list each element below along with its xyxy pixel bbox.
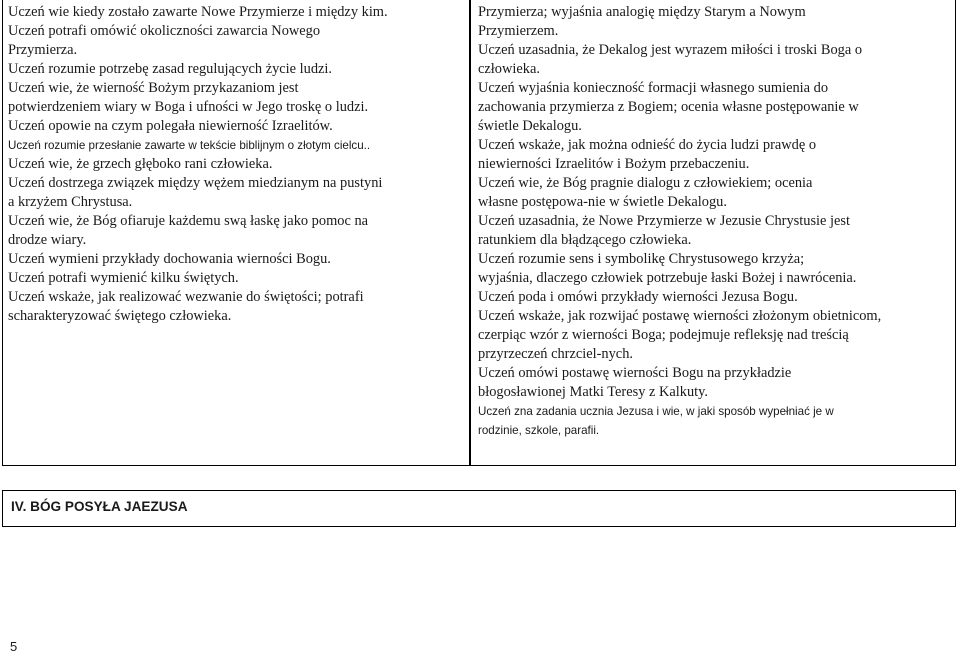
text-line: Uczeń dostrzega związek między wężem miedzianym na pustyni bbox=[8, 175, 383, 191]
text-line: Uczeń poda i omówi przykłady wierności Jezusa Bogu. bbox=[478, 289, 798, 305]
page-number: 5 bbox=[10, 639, 18, 654]
text-line: ratunkiem dla błądzącego człowieka. bbox=[478, 232, 692, 248]
text-line: błogosławionej Matki Teresy z Kalkuty. bbox=[478, 384, 708, 400]
text-line: świetle Dekalogu. bbox=[478, 118, 582, 134]
text-line: niewierności Izraelitów i Bożym przebaczeniu. bbox=[478, 156, 750, 172]
text-line: Uczeń wie, że grzech głęboko rani człowieka. bbox=[8, 156, 273, 172]
text-line: Uczeń rozumie potrzebę zasad regulujących życie ludzi. bbox=[8, 61, 333, 77]
text-line: Uczeń uzasadnia, że Nowe Przymierze w Jezusie Chrystusie jest bbox=[478, 213, 851, 229]
text-line: Uczeń wie kiedy zostało zawarte Nowe Przymierze i między kim. bbox=[8, 4, 388, 20]
text-line: Uczeń wskaże, jak można odnieść do życia ludzi prawdę o bbox=[478, 137, 817, 153]
text-line: Uczeń rozumie przesłanie zawarte w tekście biblijnym o złotym cielcu.. bbox=[8, 139, 371, 152]
text-line: Uczeń wymieni przykłady dochowania wierności Bogu. bbox=[8, 251, 331, 267]
text-line: zachowania przymierza z Bogiem; ocenia własne postępowanie w bbox=[478, 99, 859, 115]
text-line: a krzyżem Chrystusa. bbox=[8, 194, 133, 210]
text-line: Uczeń potrafi omówić okoliczności zawarcia Nowego bbox=[8, 23, 321, 39]
text-line: własne postępowa-nie w świetle Dekalogu. bbox=[478, 194, 727, 210]
text-line: Przymierzem. bbox=[478, 23, 559, 39]
text-line: rodzinie, szkole, parafii. bbox=[478, 424, 600, 437]
text-line: Przymierza. bbox=[8, 42, 78, 58]
text-line: Uczeń potrafi wymienić kilku świętych. bbox=[8, 270, 239, 286]
text-line: Uczeń wskaże, jak realizować wezwanie do świętości; potrafi bbox=[8, 289, 364, 305]
text-line: Uczeń omówi postawę wierności Bogu na przykładzie bbox=[478, 365, 792, 381]
text-line: Uczeń rozumie sens i symbolikę Chrystusowego krzyża; bbox=[478, 251, 805, 267]
text-line: Uczeń wie, że wierność Bożym przykazaniom jest bbox=[8, 80, 299, 96]
section-heading: IV. BÓG POSYŁA JAEZUSA bbox=[11, 499, 188, 514]
text-line: czerpiąc wzór z wierności Boga; podejmuje refleksję nad treścią bbox=[478, 327, 849, 343]
text-line: scharakteryzować świętego człowieka. bbox=[8, 308, 232, 324]
text-line: Uczeń opowie na czym polegała niewierność Izraelitów. bbox=[8, 118, 333, 134]
text-line: Uczeń uzasadnia, że Dekalog jest wyrazem miłości i troski Boga o bbox=[478, 42, 863, 58]
text-line: Uczeń wskaże, jak rozwijać postawę wierności złożonym obietnicom, bbox=[478, 308, 882, 324]
text-line: Uczeń wie, że Bóg pragnie dialogu z człowiekiem; ocenia bbox=[478, 175, 813, 191]
text-line: drodze wiary. bbox=[8, 232, 87, 248]
text-line: potwierdzeniem wiary w Boga i ufności w Jego troskę o ludzi. bbox=[8, 99, 369, 115]
text-line: Uczeń wie, że Bóg ofiaruje każdemu swą łaskę jako pomoc na bbox=[8, 213, 369, 229]
column-divider bbox=[469, 0, 471, 466]
left-column bbox=[8, 3, 466, 326]
text-line: Przymierza; wyjaśnia analogię między Starym a Nowym bbox=[478, 4, 806, 20]
text-line: Uczeń zna zadania ucznia Jezusa i wie, w jaki sposób wypełniać je w bbox=[478, 405, 834, 418]
section-heading-box bbox=[2, 490, 956, 527]
right-column bbox=[478, 3, 952, 440]
text-line: przyrzeczeń chrzciel-nych. bbox=[478, 346, 633, 362]
text-line: wyjaśnia, dlaczego człowiek potrzebuje łaski Bożej i nawrócenia. bbox=[478, 270, 857, 286]
text-line: człowieka. bbox=[478, 61, 540, 77]
text-line: Uczeń wyjaśnia konieczność formacji własnego sumienia do bbox=[478, 80, 829, 96]
